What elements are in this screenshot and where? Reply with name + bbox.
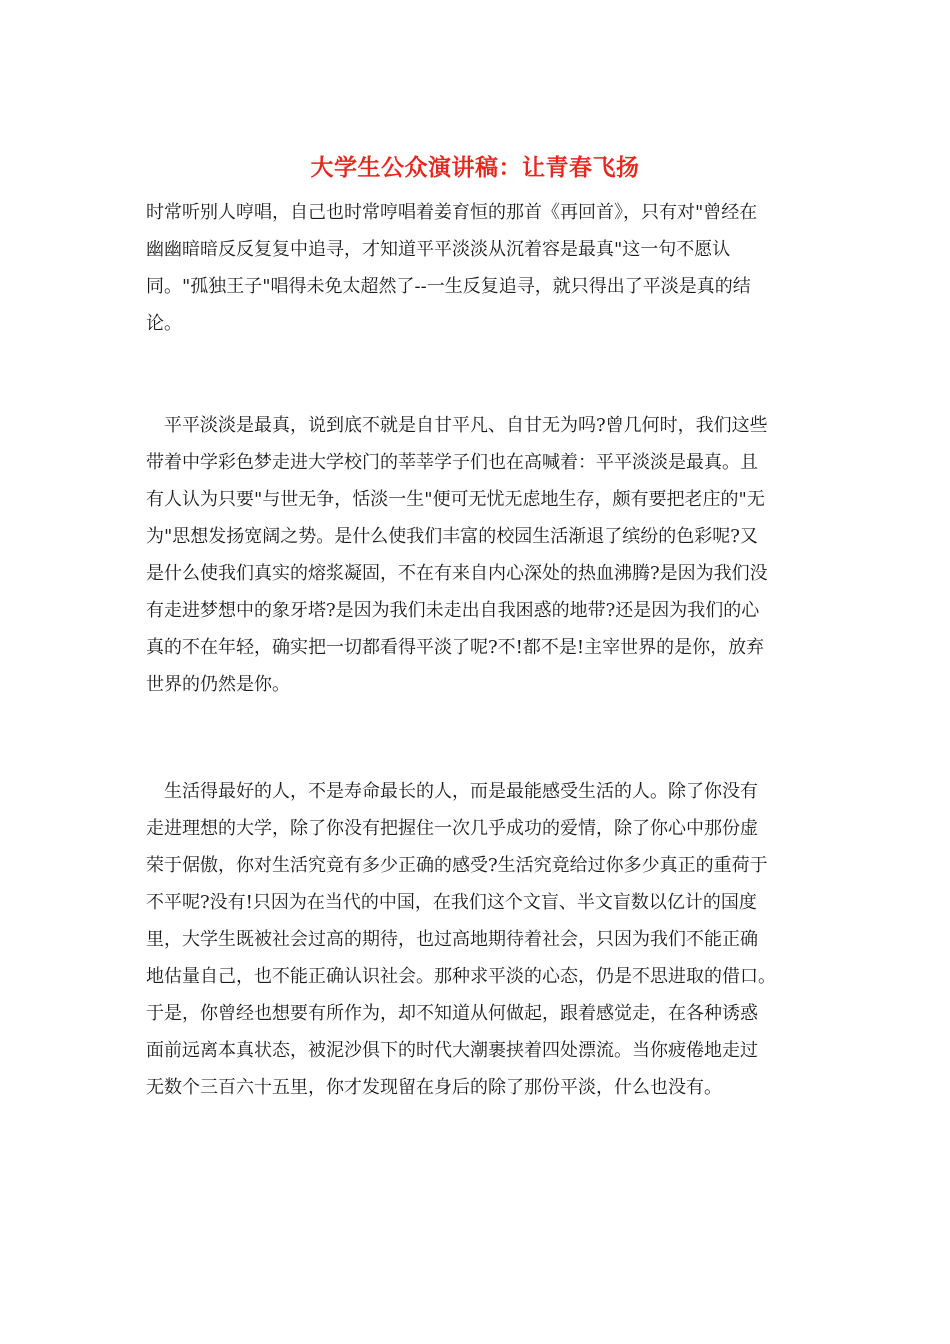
paragraph-line: 有走进梦想中的象牙塔?是因为我们未走出自我困惑的地带?还是因为我们的心	[146, 600, 760, 621]
paragraph-line: 里，大学生既被社会过高的期待，也过高地期待着社会，只因为我们不能正确	[146, 929, 758, 950]
paragraph-line: 幽幽暗暗反反复复中追寻，才知道平平淡淡从沉着容是最真"这一句不愿认	[146, 239, 731, 260]
paragraph-line: 走进理想的大学，除了你没有把握住一次几乎成功的爱情，除了你心中那份虚	[146, 818, 758, 839]
paragraph-line: 带着中学彩色梦走进大学校门的莘莘学子们也在高喊着：平平淡淡是最真。且	[146, 452, 758, 473]
paragraph-2	[146, 407, 814, 703]
paragraph-line: 地估量自己，也不能正确认识社会。那种求平淡的心态，仍是不思进取的借口。	[146, 966, 776, 987]
paragraph-line: 为"思想发扬宽阔之势。是什么使我们丰富的校园生活渐退了缤纷的色彩呢?又	[146, 526, 758, 547]
paragraph-3	[146, 773, 814, 1106]
paragraph-line: 无数个三百六十五里，你才发现留在身后的除了那份平淡，什么也没有。	[146, 1077, 722, 1098]
paragraph-line: 不平呢?没有!只因为在当代的中国，在我们这个文盲、半文盲数以亿计的国度	[146, 892, 757, 913]
paragraph-line: 平平淡淡是最真，说到底不就是自甘平凡、自甘无为吗?曾几何时，我们这些	[146, 415, 768, 436]
paragraph-line: 世界的仍然是你。	[146, 674, 290, 695]
paragraph-line: 面前远离本真状态，被泥沙俱下的时代大潮裹挟着四处漂流。当你疲倦地走过	[146, 1040, 758, 1061]
document-title: 大学生公众演讲稿：让青春飞扬	[310, 154, 640, 181]
paragraph-1	[146, 194, 814, 342]
paragraph-line: 有人认为只要"与世无争，恬淡一生"便可无忧无虑地生存，颇有要把老庄的"无	[146, 489, 765, 510]
paragraph-line: 荣于倨傲，你对生活究竟有多少正确的感受?生活究竟给过你多少真正的重荷于	[146, 855, 768, 876]
paragraph-line: 时常听别人哼唱，自己也时常哼唱着姜育恒的那首《再回首》，只有对"曾经在	[146, 202, 758, 223]
paragraph-line: 论。	[146, 313, 182, 334]
paragraph-line: 是什么使我们真实的熔浆凝固，不在有来自内心深处的热血沸腾?是因为我们没	[146, 563, 768, 584]
paragraph-line: 生活得最好的人，不是寿命最长的人，而是最能感受生活的人。除了你没有	[146, 781, 758, 802]
paragraph-line: 同。"孤独王子"唱得未免太超然了--一生反复追寻，就只得出了平淡是真的结	[146, 276, 751, 297]
paragraph-line: 于是，你曾经也想要有所作为，却不知道从何做起，跟着感觉走，在各种诱惑	[146, 1003, 758, 1024]
paragraph-line: 真的不在年轻，确实把一切都看得平淡了呢?不!都不是!主宰世界的是你，放弃	[146, 637, 765, 658]
